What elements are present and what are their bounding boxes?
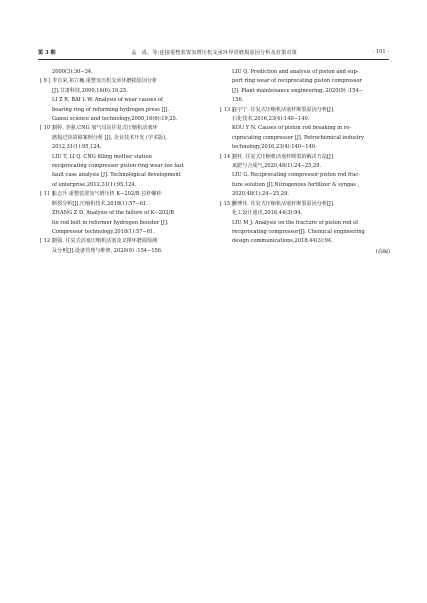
reference-line: 断裂分析[J].压缩机技术,2018(1):57−61.: [52, 200, 148, 207]
reference-line: LI Z R, BAI L W. Analysis of wear causes of: [52, 97, 163, 104]
reference-line: technology,2016,23(4):140−140.: [232, 144, 317, 151]
reference-line: 刘婷, 李强.CNG 加气母站往复式压缩机活塞环: [52, 125, 158, 132]
reference-line: Gansu science and technology,2000,16(6):19,25.: [52, 116, 178, 123]
reference-entry: [40, 237, 210, 256]
reference-line: port ring wear of reciprocating piston compressor: [232, 78, 362, 85]
reference-line: 2020,48(1):24−25,29.: [232, 191, 289, 198]
reference-number: [ 13 ]: [220, 106, 234, 113]
reference-number: [ 11 ]: [40, 191, 54, 198]
reference-line: 张志升.重整装置氢气增压机 K−202/B 拉杆螺栓: [52, 191, 162, 198]
reference-line: 刘强. 往复式活塞压缩机活塞及支撑环磨损预测: [52, 238, 158, 245]
reference-line: reciprocating compressor piston ring wear too fast: [52, 163, 184, 170]
reference-line: tie rod bolt in reformer hydrogen booster [J].: [52, 219, 169, 226]
reference-text: [232, 200, 390, 247]
reference-line: bearing ring of reforming hydrogen press [J].: [52, 106, 170, 113]
reference-line: 寇宇宁. 往复式压缩机活塞杆断裂原因分析[J].: [232, 106, 335, 113]
reference-line: LIU G. Reciprocating compressor piston rod frac-: [232, 172, 360, 179]
reference-line: LIU T, LI Q. CNG filling mother station: [52, 153, 152, 160]
reference-line: KOU Y N. Causes of piston rod breaking in re-: [232, 125, 351, 132]
reference-line: Compressor technology,2018(1):57−61.: [52, 228, 155, 235]
reference-entry: [220, 153, 390, 200]
right-column: [220, 68, 390, 257]
reference-number: [ 10 ]: [40, 125, 54, 132]
reference-number: [ 15 ]: [220, 200, 234, 207]
reference-line: of enterprise,2012,31(1):95,124.: [52, 181, 137, 188]
reference-line: design communications,2018,44(3):94.: [232, 238, 333, 245]
left-column: [40, 68, 210, 256]
reference-entry: [220, 68, 390, 106]
reference-entry: [40, 68, 210, 77]
reference-entry: [40, 190, 210, 237]
issue-label: 第 3 期: [38, 49, 56, 56]
reference-line: LIU M J. Analysis on the fracture of piston rod of: [232, 219, 358, 226]
reference-line: 化工设计通讯,2018,44(3):94.: [232, 210, 303, 217]
reference-line: 柳博佳. 往复式压缩机活塞杆断裂原因分析[J].: [232, 200, 335, 207]
reference-number: [ 12 ]: [40, 238, 54, 245]
reference-line: 2000(3):30−34.: [52, 69, 93, 75]
reference-entry: [220, 106, 390, 153]
reference-text: [52, 237, 210, 256]
reference-line: ciprocating compressor [J]. Petrochemical industry: [232, 134, 364, 141]
reference-line: fault case analysis [J]. Technological development: [52, 172, 181, 179]
reference-line: 2012,31(1):95,124.: [52, 144, 102, 151]
reference-number: [ 14 ]: [220, 153, 234, 160]
editor-mark: (高编): [375, 248, 390, 255]
running-header: [38, 46, 389, 58]
reference-line: 磨损过快故障案例分析 [J]. 企业技术开发 (学术版),: [52, 134, 167, 141]
header-rule: [38, 59, 389, 60]
reference-text: [52, 190, 210, 237]
reference-number: [ 9 ]: [40, 78, 51, 85]
reference-text: [232, 106, 390, 153]
reference-line: ture solution [J].Nitrogenous fertilizer & syngas ,: [232, 181, 360, 188]
reference-entry: [40, 77, 210, 124]
reference-entry: [40, 124, 210, 190]
reference-line: reciprocating compressor[J]. Chemical engineering: [232, 228, 365, 235]
reference-line: 石化技术,2016,23(4):140−140.: [232, 116, 310, 123]
running-title: 孟 成，等:连接重整装置氢增压机支承环异常磨损原因分析及对策对策: [131, 49, 297, 56]
reference-text: [40, 68, 210, 77]
reference-entry: [220, 200, 390, 247]
page-number: · 101 ·: [372, 49, 389, 55]
reference-text: [52, 124, 210, 190]
reference-line: 李自荣,祁立巍.重整氢压机支承环磨损原因分析: [52, 78, 158, 85]
reference-line: 氮肥与合成气,2020,48(1):24−25,29.: [232, 163, 322, 170]
reference-line: 及分析[J].设备管理与维修, 2020(9) :154−156.: [52, 247, 163, 254]
reference-line: [J]. Plant maintenance engineering, 2020(9) :154−: [232, 87, 364, 94]
reference-line: ZHANG Z D. Analysis of the failure of K−202/B: [52, 210, 174, 217]
reference-text: [52, 77, 210, 124]
reference-text: [232, 153, 390, 200]
reference-line: [J].甘肃科技,2000,16(6):19,25.: [52, 87, 128, 94]
reference-line: 刘桂. 往复式压缩机活塞杆断裂的解决方法[J].: [232, 153, 335, 160]
reference-line: 156.: [232, 97, 244, 104]
reference-text: [220, 68, 390, 106]
reference-line: LIU Q. Prediction and analysis of piston and sup-: [232, 69, 359, 75]
